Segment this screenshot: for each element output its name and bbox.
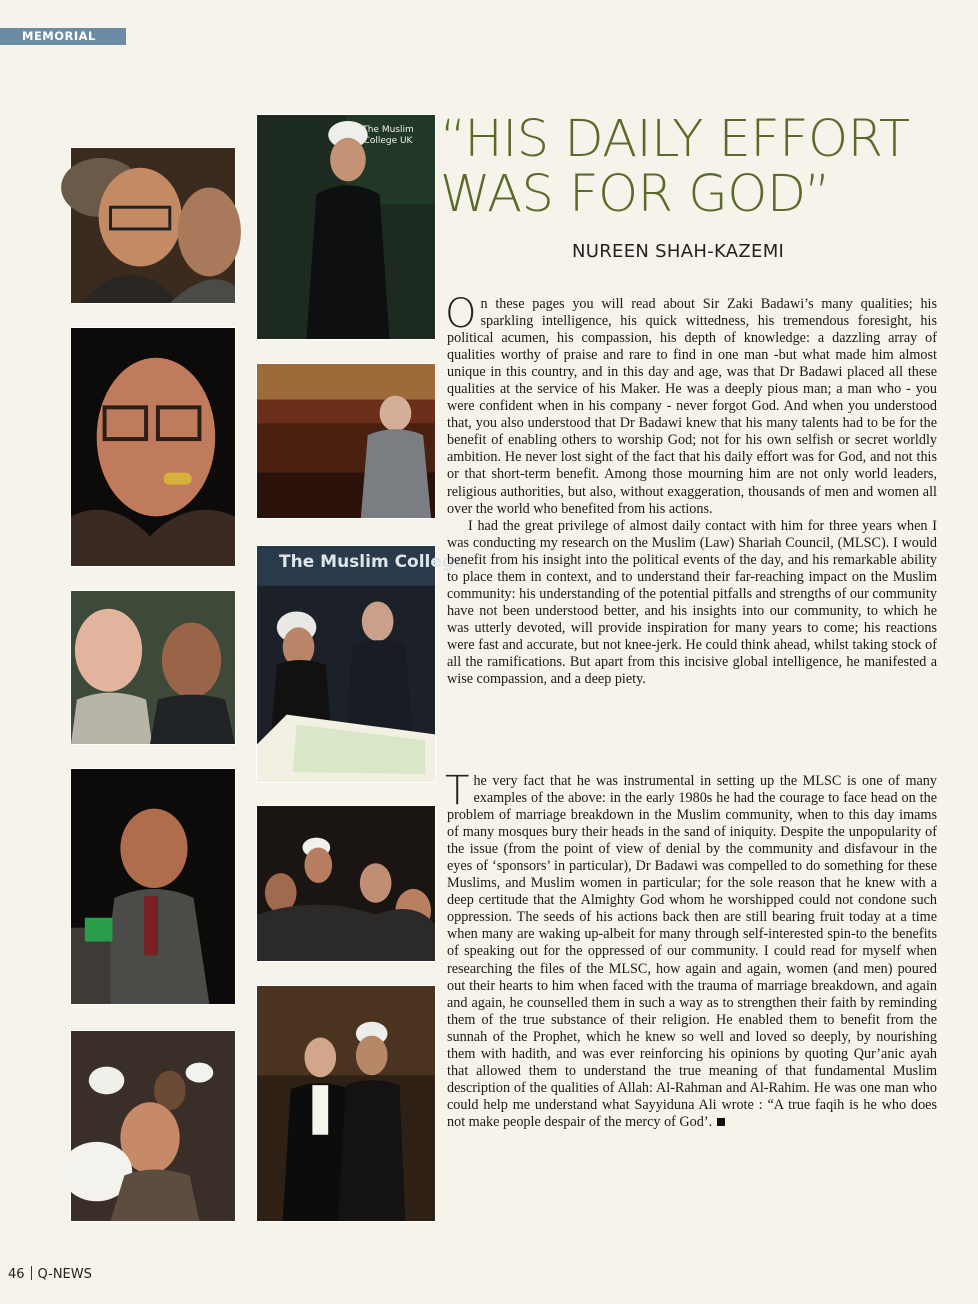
photo-crowd-greeting [70,1030,236,1222]
publication-name: Q-NEWS [37,1267,92,1282]
photo-viewing-manuscript [256,545,466,783]
photo-formal-dinner [256,985,436,1222]
page-footer [8,1266,92,1282]
section-label: MEMORIAL [0,28,126,45]
paragraph-1-text: n these pages you will read about Sir Zaki Badawi’s many qualities; his sparkling intelligence, his quick wittedness, his tremendous foresight, his political acumen, his compassion, his depth of knowledge: a dazzling array of qualities worthy of praise and rare to find in one man -but what made him almost unique in this country, and in this day and age, was that Dr Badawi placed all these qualities at the service of his Maker. He was a deeply pious man; a man who - you were confident when in his company - never forgot God. And when you understood that, you also understood that Dr Badawi knew that his many talents had to be for the benefit of enabling others to worship God; not for his own selfish or secret worldly ambition. He never lost sight of the fact that his daily effort was for God, and not this or that short-term benefit. Among those mourning him are not only world leaders, religious authorities, but also, without exaggeration, thousands of men and women all over the world who benefited from his actions. [447,296,937,517]
article-body-part-2 [445,768,937,1131]
paragraph-1 [445,291,937,518]
byline: NUREEN SHAH-KAZEMI [572,241,785,262]
end-mark [717,1118,725,1126]
paragraph-3-text: he very fact that he was instrumental in setting up the MLSC is one of many examples of the above: in the early 1980s he had the courage to face head on the problem of marriage breakdown in the Muslim community, when to this day imams of many mosques bury their heads in the sand of iniquity. Despite the unpopularity of the issue (from the point of view of denial by the community and disfavour in the eyes of ‘sponsors’ in particular), Dr Badawi was compelled to do something for these Muslims, and Muslim women in particular; for the sole reason that he knew with a deep certitude that the Almighty God whom he worshipped could not condone such oppression. The seeds of his actions back then are still bearing fruit today at a time when many are waking up-albeit for many through self-interested spin-to the benefits of speaking out for the oppressed of our community. I could read for myself when researching the files of the MLSC, how again and again, women (and men) poured out their hearts to him when faced with the trauma of marriage breakdown, and again and again, he counselled them in such a way as to strengthen their faith by reminding them of the true substance of their religion. He enabled them to benefit from the sunnah of the Prophet, which he knew so well and loved so deeply, by nourishing them with hadith, and was ever reinforcing his opinions by quoting Qur’anic ayah that allowed them to understand the true meaning of that fundamental Muslim description of the qualities of Allah: Al-Rahman and Al-Rahim. He was one man who could help me understand what Sayyiduna Ali wrote : “A true faqih is he who does not make people despair of the mercy of God’. [447,773,937,1130]
paragraph-2: I had the great privilege of almost daily contact with him for three years when I was conducting my research on the Muslim (Law) Shariah Council, (MLSC). I would benefit from his insight into the political events of the day, and his remarkable ability to place them in context, and to understand their far-reaching impact on the Muslim community: his understanding of the potential pitfalls and strengths of our community have not been understood better, and his insights into our community, to which he was utterly devoted, will provide inspiration for many years to come; his reactions were fast and accurate, but not knee-jerk. He could think ahead, whilst taking stock of all the ramifications. But apart from this incisive global intelligence, he manifested a wise compassion, and a deep piety. [447,517,937,688]
headline-line-1: “HIS DAILY EFFORT [440,110,910,169]
paragraph-3 [445,768,937,1131]
article-body-part-1 [445,291,937,688]
footer-divider [31,1266,32,1280]
college-sign-text: The Muslim College UK [362,125,414,146]
photo-audience-two-men [70,147,236,304]
drop-cap-t: T [445,768,470,814]
photo-standing-in-robes [256,114,436,340]
headline [440,112,960,222]
photo-seated-audience [256,805,436,962]
photo-speaking-at-podium [70,768,236,1005]
photo-examining-object [70,327,236,567]
photo-conference-hall [256,363,436,519]
photo-two-men-talking [70,590,236,745]
page-number: 46 [8,1267,25,1282]
college-banner-text: The Muslim College [279,552,466,572]
headline-line-2: WAS FOR GOD” [440,165,831,224]
drop-cap-o: O [445,291,477,337]
